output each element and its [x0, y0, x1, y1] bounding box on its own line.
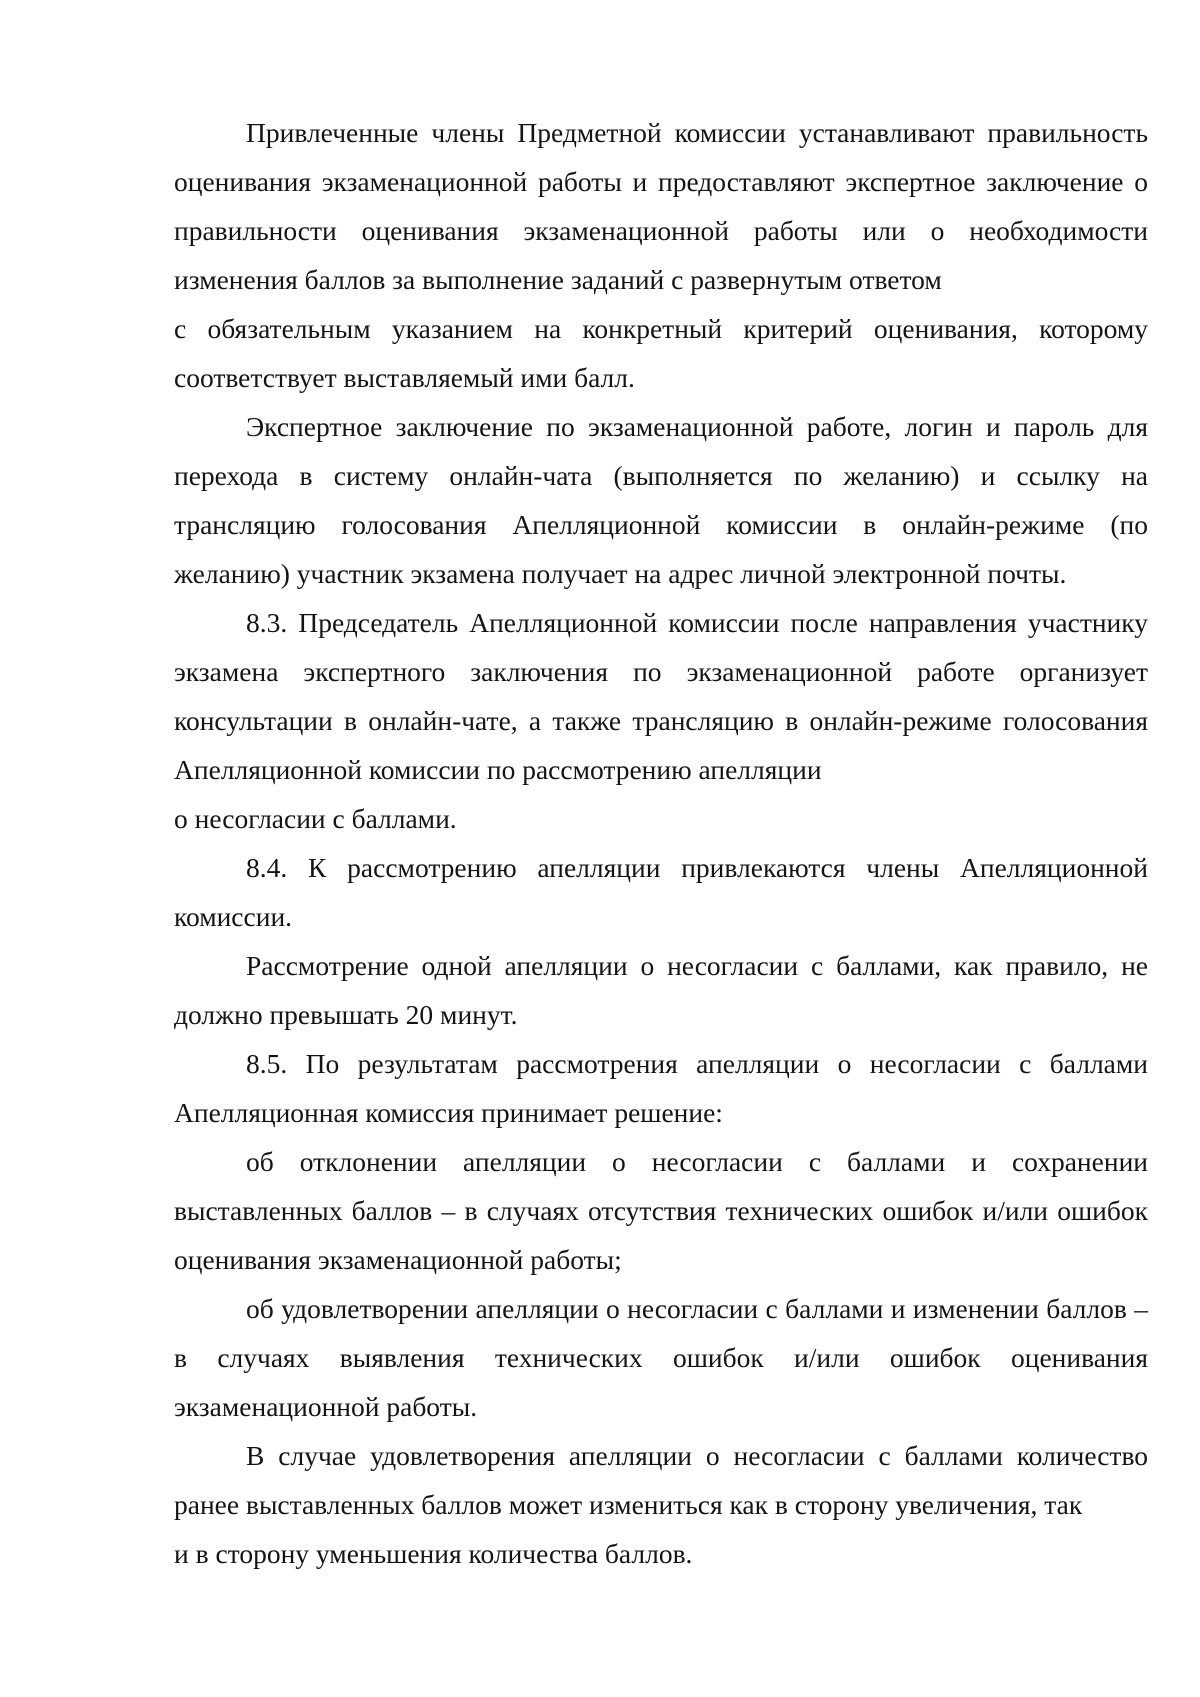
paragraph-satisfaction-decision: об удовлетворении апелляции о несогласии с баллами и изменении баллов – в случаях выявления технических ошибок и/или ошибок оценивания экзаменационной работы.	[174, 1293, 1148, 1422]
paragraph-score-change: В случае удовлетворения апелляции о несогласии с баллами количество ранее выставленных баллов может измениться как в сторону увеличения, так	[174, 1440, 1148, 1520]
paragraph-experts-assessment: Привлеченные члены Предметной комиссии устанавливают правильность оценивания экзаменационной работы и предоставляют экспертное заключение о правильности оценивания экзаменационной работы или о необходимости изменения баллов за выполнение заданий с развернутым ответом	[174, 117, 1148, 295]
paragraph-score-change-continuation: и в сторону уменьшения количества баллов.	[174, 1538, 693, 1569]
paragraph-expert-conclusion: Экспертное заключение по экзаменационной работе, логин и пароль для перехода в систему онлайн-чата (выполняется по желанию) и ссылку на трансляцию голосования Апелляционной комиссии в онлайн-режиме (по желанию) участник экзамена получает на адрес личной электронной почты.	[174, 411, 1148, 589]
paragraph-rejection-decision: об отклонении апелляции о несогласии с баллами и сохранении выставленных баллов – в случаях отсутствия технических ошибок и/или ошибок оценивания экзаменационной работы;	[174, 1146, 1148, 1275]
paragraph-8-3-continuation: о несогласии с баллами.	[174, 803, 457, 834]
paragraph-criterion-indication: с обязательным указанием на конкретный критерий оценивания, которому соответствует выставляемый ими балл.	[174, 313, 1148, 393]
paragraph-review-duration: Рассмотрение одной апелляции о несогласии с баллами, как правило, не должно превышать 20 минут.	[174, 950, 1148, 1030]
paragraph-8-5: 8.5. По результатам рассмотрения апелляции о несогласии с баллами Апелляционная комиссия принимает решение:	[174, 1048, 1148, 1128]
document-body	[174, 108, 1148, 1578]
paragraph-8-3: 8.3. Председатель Апелляционной комиссии после направления участнику экзамена экспертного заключения по экзаменационной работе организует консультации в онлайн-чате, а также трансляцию в онлайн-режиме голосования Апелляционной комиссии по рассмотрению апелляции	[174, 607, 1148, 785]
paragraph-8-4: 8.4. К рассмотрению апелляции привлекаются члены Апелляционной комиссии.	[174, 852, 1148, 932]
